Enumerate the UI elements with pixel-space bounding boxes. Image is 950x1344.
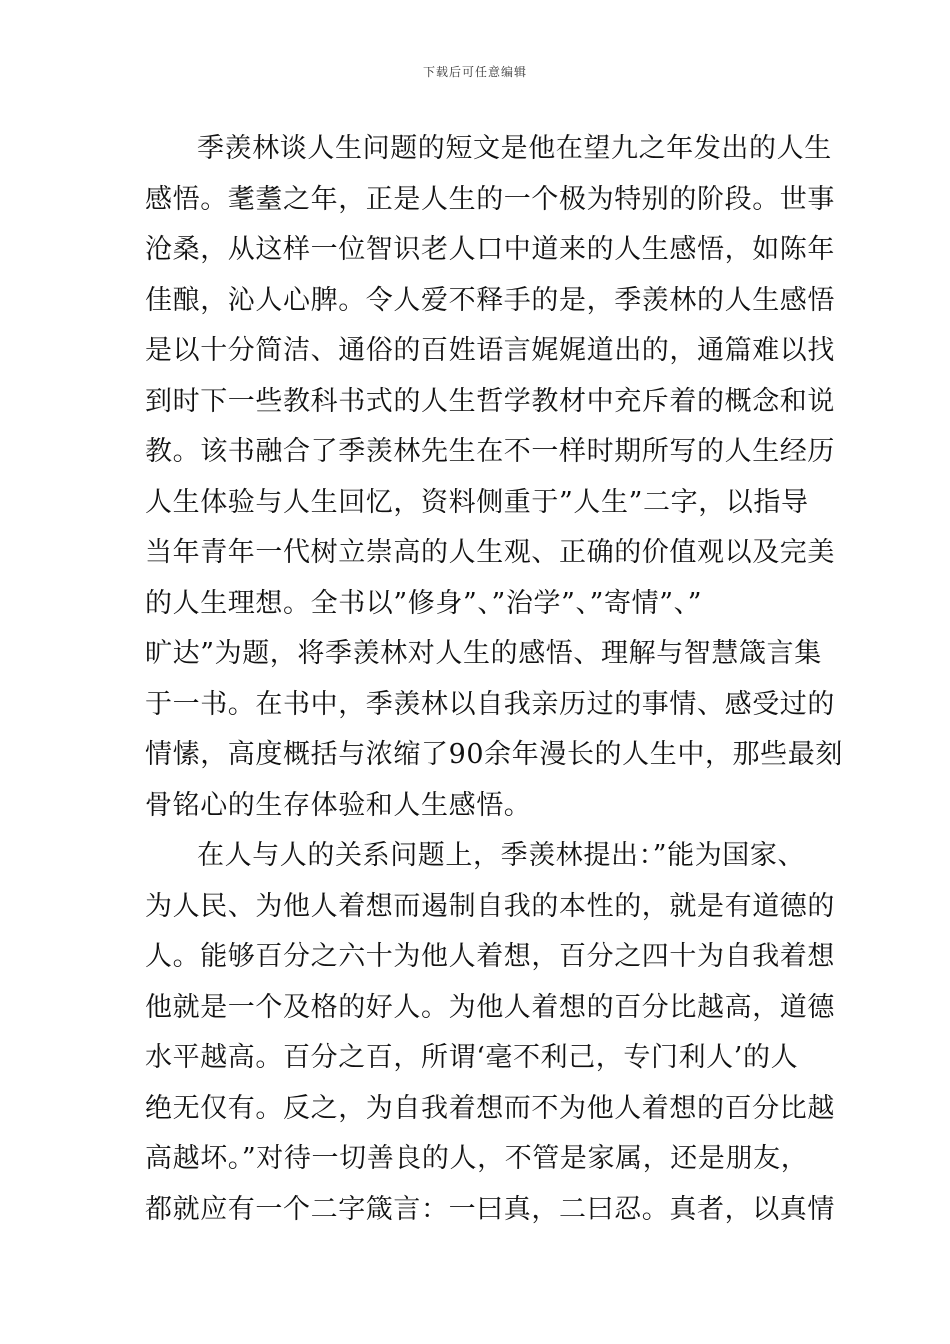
text-line: 到时下一些教科书式的人生哲学教材中充斥着的概念和说 xyxy=(145,385,835,417)
text-line: 都就应有一个二字箴言：一曰真，二曰忍。真者，以真情 xyxy=(145,1193,835,1225)
text-line: 在人与人的关系问题上，季羡林提出：”能为国家、 xyxy=(197,840,806,871)
paragraph-2 xyxy=(145,831,835,1235)
text-line: 季羡林谈人生问题的短文是他在望九之年发出的人生 xyxy=(197,133,832,164)
text-line: 感悟。耄耋之年，正是人生的一个极为特别的阶段。世事 xyxy=(145,183,835,215)
text-line: 为人民、为他人着想而遏制自我的本性的，就是有道德的 xyxy=(145,890,835,922)
text-line: 人。能够百分之六十为他人着想，百分之四十为自我着想 xyxy=(145,941,835,972)
text-line: 人生体验与人生回忆，资料侧重于”人生”二字，以指导 xyxy=(145,486,809,518)
page-header-note: 下载后可任意编辑 xyxy=(422,65,527,79)
text-line: 是以十分简洁、通俗的百姓语言娓娓道出的，通篇难以找 xyxy=(145,335,835,366)
paragraph-1 xyxy=(145,124,843,831)
text-line: 旷达”为题，将季羡林对人生的感悟、理解与智慧箴言集 xyxy=(145,638,822,669)
text-line: 佳酿，沁人心脾。令人爱不释手的是，季羡林的人生感悟 xyxy=(145,284,835,316)
text-line: 他就是一个及格的好人。为他人着想的百分比越高，道德 xyxy=(145,991,835,1023)
text-line: 情愫，高度概括与浓缩了90余年漫长的人生中，那些最刻 xyxy=(145,739,843,770)
text-line: 当年青年一代树立崇高的人生观、正确的价值观以及完美 xyxy=(145,537,835,568)
document-body xyxy=(145,124,843,1235)
text-line: 于一书。在书中，季羡林以自我亲历过的事情、感受过的 xyxy=(145,688,835,720)
text-line: 教。该书融合了季羡林先生在不一样时期所写的人生经历 xyxy=(145,436,835,467)
text-line: 绝无仅有。反之，为自我着想而不为他人着想的百分比越 xyxy=(145,1092,835,1124)
text-line: 沧桑，从这样一位智识老人口中道来的人生感悟，如陈年 xyxy=(145,234,835,265)
text-line: 骨铭心的生存体验和人生感悟。 xyxy=(145,789,532,821)
text-line: 的人生理想。全书以”修身”、”治学”、”寄情”、” xyxy=(145,587,703,619)
text-line: 高越坏。”对待一切善良的人，不管是家属，还是朋友， xyxy=(145,1143,809,1174)
text-line: 水平越高。百分之百，所谓‘毫不利己，专门利人’的人 xyxy=(145,1042,799,1073)
